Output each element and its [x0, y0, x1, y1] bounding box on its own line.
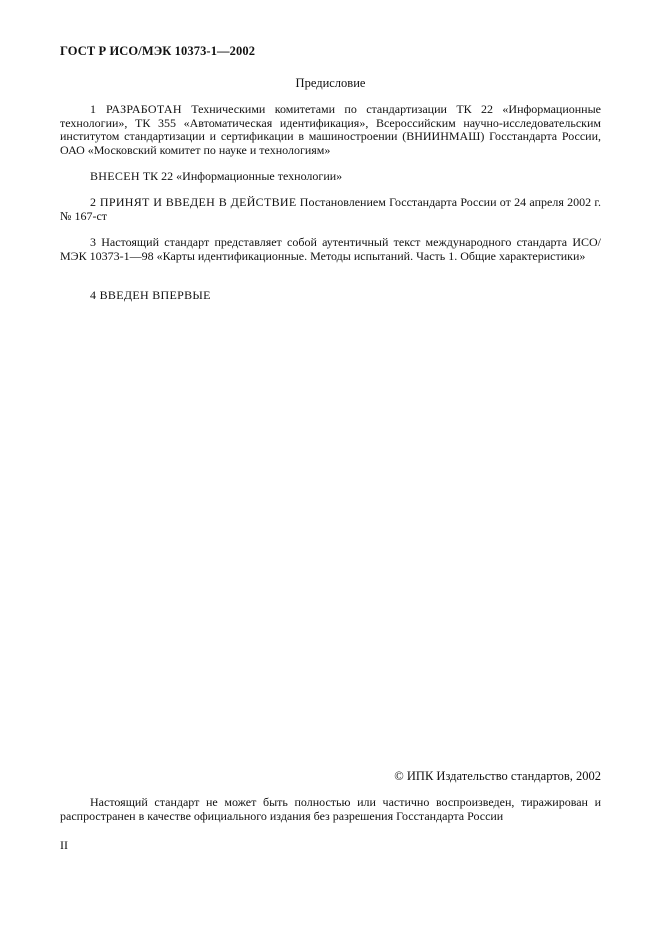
- paragraph-text: 3 Настоящий стандарт представляет собой аутентичный текст международного стандарта ИСО/МЭК 10373-1—98 «Карты идентификационные. Методы испытаний. Часть 1. Общие характеристики»: [60, 235, 601, 263]
- paragraph-lead: 4 ВВЕДЕН ВПЕРВЫЕ: [90, 288, 211, 302]
- paragraph-authentic-text: [60, 236, 601, 263]
- page-number: II: [60, 838, 68, 852]
- paragraph-text: ТК 22 «Информационные технологии»: [139, 169, 343, 183]
- paragraph-adopted: [60, 196, 601, 223]
- paragraph-text: Постановлением Госстандарта России от 24 апреля 2002 г. № 167-ст: [60, 195, 601, 223]
- paragraph-lead: ВНЕСЕН: [90, 169, 140, 183]
- paragraph-lead: 2 ПРИНЯТ И ВВЕДЕН В ДЕЙСТВИЕ: [90, 195, 297, 209]
- reproduction-notice: Настоящий стандарт не может быть полностью или частично воспроизведен, тиражирован и распространен в качестве официального издания без разрешения Госстандарта России: [60, 795, 601, 823]
- paragraph-introduced-first: [60, 289, 601, 303]
- section-title: Предисловие: [295, 76, 366, 90]
- paragraph-submitted-by: [60, 170, 601, 184]
- copyright-line: © ИПК Издательство стандартов, 2002: [394, 769, 601, 783]
- standard-code-header: ГОСТ Р ИСО/МЭК 10373-1—2002: [60, 44, 256, 58]
- paragraph-text: Техническими комитетами по стандартизации ТК 22 «Информационные технологии», ТК 355 «Автоматическая идентификация», Всероссийским научно-исследовательским институтом стандартизации и сертификации в машиностроении (ВНИИНМАШ) Госстандарта России, ОАО «Московский комитет по науке и технологиям»: [60, 102, 601, 157]
- paragraph-lead: 1 РАЗРАБОТАН: [90, 102, 182, 116]
- paragraph-developed-by: [60, 103, 601, 157]
